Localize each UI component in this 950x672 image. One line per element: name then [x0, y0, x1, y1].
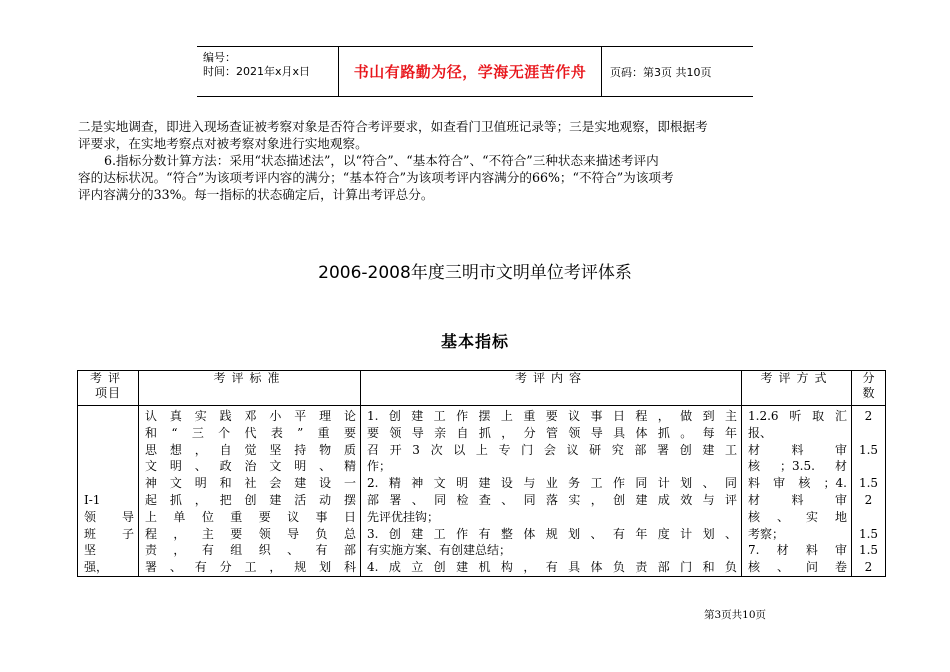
standard-line: 神文明和社会建设一	[145, 476, 356, 491]
header-standard	[139, 371, 361, 406]
method-line: 核；3.5.材	[748, 459, 847, 474]
method-line: 核、问卷	[748, 560, 847, 575]
score-cell	[852, 406, 886, 577]
score-value: 2	[864, 560, 873, 575]
header-item-line: 项目	[94, 386, 121, 400]
header-standard-label: 考评标准	[213, 371, 286, 385]
standard-cell	[139, 406, 361, 577]
text-line: 评内容满分的33%。每一指标的状态确定后，计算出考评总分。	[78, 187, 434, 202]
header-score-line: 数	[862, 386, 875, 400]
header-content-label: 考评内容	[514, 371, 587, 385]
header-score	[852, 371, 886, 406]
item-line: 领导	[84, 509, 134, 524]
evaluation-table	[77, 370, 886, 577]
method-line: 料审核；4.	[748, 476, 847, 491]
header-page-label: 页码：第3页 共10页	[610, 65, 712, 79]
header-method-label: 考评方式	[760, 371, 833, 385]
paragraph-scoring-method	[78, 152, 878, 203]
section-title: 基本指标	[440, 332, 509, 351]
paragraph-inspection	[78, 118, 878, 152]
method-line: 核、实地	[748, 509, 847, 524]
item-line: 班子	[84, 526, 134, 541]
content-line: 先评优挂钩；	[367, 509, 440, 524]
score-value	[852, 458, 885, 475]
method-line: 7.材料审	[748, 543, 847, 558]
document-title: 2006-2008年度三明市文明单位考评体系	[318, 263, 632, 283]
score-value: 2	[864, 409, 873, 423]
header-meta	[197, 47, 339, 96]
text-line: 评要求，在实地考察点对被考察对象进行实地观察。	[78, 136, 368, 151]
standard-line: 起抓，把创建活动摆	[145, 492, 356, 507]
content-line: 要领导亲自抓，分管领导具体抓。每年	[367, 425, 737, 440]
table-header-row	[78, 371, 886, 406]
standard-line: 认真实践邓小平理论	[145, 409, 356, 423]
score-value: 2	[864, 492, 873, 507]
table-row	[78, 406, 886, 577]
method-line: 报、	[748, 425, 773, 440]
header-item-line: 考评	[89, 371, 126, 385]
standard-line: 责，有组织、有部	[145, 543, 356, 558]
standard-line: 署、有分工，规划科	[145, 560, 356, 575]
standard-line: 文明、政治文明、精	[145, 459, 356, 474]
item-line: I-1	[84, 493, 101, 507]
content-line: 3.创建工作有整体规划、有年度计划、	[367, 526, 737, 541]
text-line: 二是实地调查，即进入现场查证被考察对象是否符合考评要求，如查看门卫值班记录等；三是实地观察，即根据考	[78, 119, 708, 134]
content-line: 2.精神文明建设与业务工作同计划、同	[367, 476, 737, 491]
score-value: 1.5	[858, 526, 879, 541]
method-line: 考察；	[748, 526, 785, 541]
content-cell	[361, 406, 742, 577]
header-score-line: 分	[862, 371, 875, 385]
content-line: 4.成立创建机构，有具体负责部门和负	[367, 560, 737, 575]
time-label: 时间：2021年x月x日	[203, 65, 311, 78]
content-line: 1.创建工作摆上重要议事日程，做到主	[367, 409, 737, 423]
content-line: 作；	[367, 459, 392, 474]
item-line: 坚	[84, 543, 97, 558]
score-value	[852, 425, 885, 442]
standard-line: 和“三个代表”重要	[145, 425, 356, 440]
score-value: 1.5	[858, 476, 879, 491]
header-method	[742, 371, 852, 406]
number-label: 编号：	[203, 51, 236, 64]
item-line: 强，	[84, 560, 109, 575]
item-cell	[78, 406, 139, 577]
score-value: 1.5	[858, 543, 879, 558]
header-content	[361, 371, 742, 406]
text-line: 6.指标分数计算方法：采用“状态描述法”，以“符合”、“基本符合”、“不符合”三种状态来描述考评内	[104, 153, 659, 168]
content-line: 有实施方案、有创建总结；	[367, 543, 512, 558]
method-cell	[742, 406, 852, 577]
standard-line: 思想，自觉坚持物质	[145, 442, 356, 457]
standard-line: 上单位重要议事日	[145, 509, 356, 524]
text-line: 容的达标状况。“符合”为该项考评内容的满分；“基本符合”为该项考评内容满分的66%；“不符合”为该项考	[78, 170, 674, 185]
header-motto: 书山有路勤为径，学海无涯苦作舟	[339, 47, 602, 96]
content-line: 召开3次以上专门会议研究部署创建工	[367, 442, 737, 457]
page-footer: 第3页共10页	[704, 609, 767, 621]
content-line: 部署、同检查、同落实，创建成效与评	[367, 492, 737, 507]
document-header	[197, 46, 753, 97]
method-line: 1.2.6听取汇	[748, 409, 847, 423]
header-item	[78, 371, 139, 406]
score-value	[852, 509, 885, 526]
score-value: 1.5	[858, 442, 879, 457]
method-line: 材料审	[748, 492, 847, 507]
standard-line: 程，主要领导负总	[145, 526, 356, 541]
method-line: 材料审	[748, 442, 847, 457]
